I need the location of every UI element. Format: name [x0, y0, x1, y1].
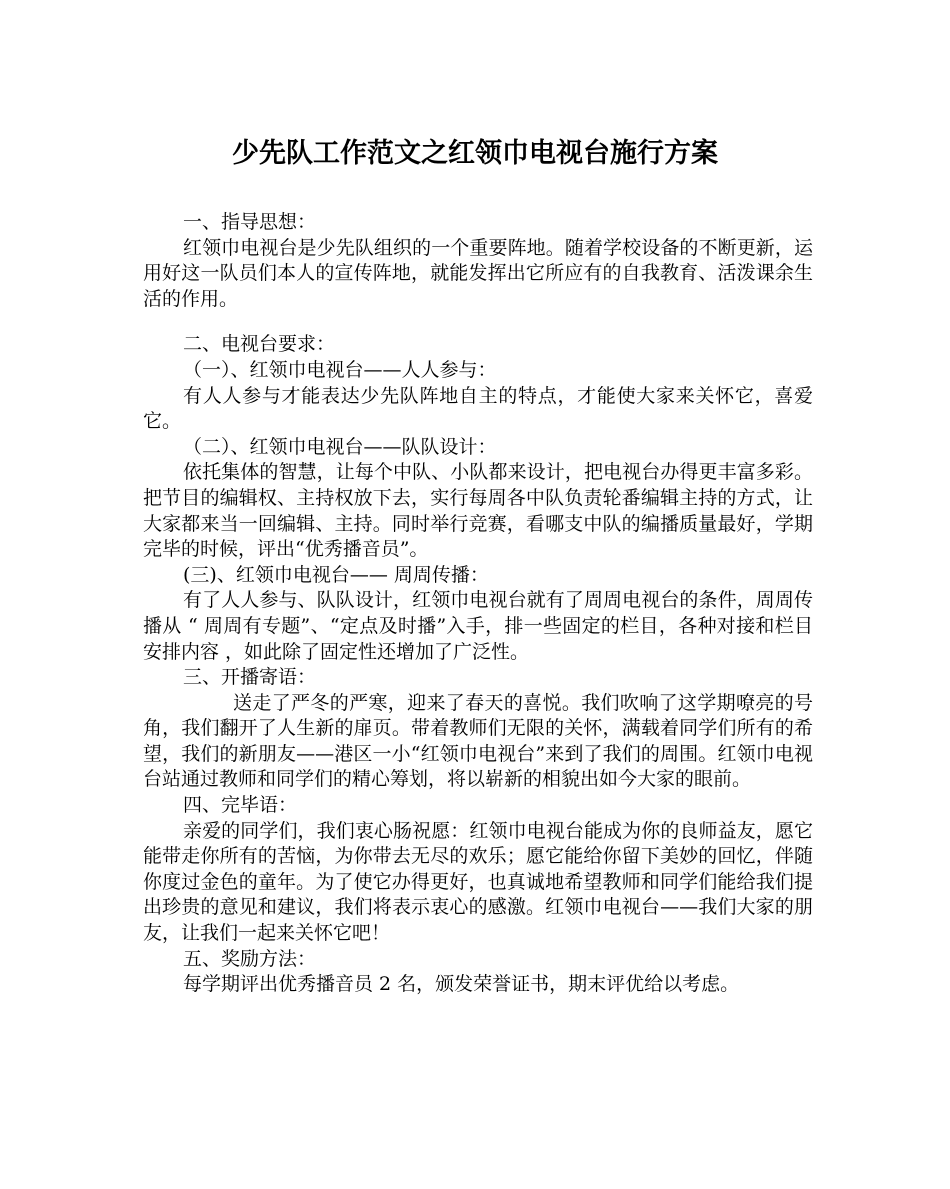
section-2a-paragraph: 有人人参与才能表达少先队阵地自主的特点，才能使大家来关怀它，喜爱它。	[143, 384, 813, 433]
section-2-heading: 二、电视台要求：	[183, 333, 336, 356]
spacer	[143, 312, 813, 332]
section-5-paragraph: 每学期评出优秀播音员 2 名，颁发荣誉证书，期末评优给以考虑。	[183, 973, 740, 996]
section-2a-heading: （一）、红领巾电视台——人人参与：	[183, 358, 497, 381]
section-4-paragraph: 亲爱的同学们，我们衷心肠祝愿：红领巾电视台能成为你的良师益友，愿它能带走你所有的苦恼，为你带去无尽的欢乐；愿它能给你留下美妙的回忆，伴随你度过金色的童年。为了使它办得更好，也真诚地希望教师和同学们能给我们提出珍贵的意见和建议，我们将表示衷心的感激。红领巾电视台——我们大家的朋友，让我们一起来关怀它吧！	[143, 819, 813, 945]
section-2c-heading: (三)、红领巾电视台—— 周周传播：	[183, 563, 489, 586]
section-4-heading: 四、完毕语：	[183, 794, 298, 817]
section-2b-paragraph: 依托集体的智慧，让每个中队、小队都来设计，把电视台办得更丰富多彩。把节目的编辑权、主持权放下去，实行每周各中队负责轮番编辑主持的方式，让大家都来当一回编辑、主持。同时举行竞赛，看哪支中队的编播质量最好，学期完毕的时候，评出“优秀播音员”。	[143, 461, 813, 561]
section-3-heading: 三、开播寄语：	[183, 666, 317, 689]
section-1-paragraph: 红领巾电视台是少先队组织的一个重要阵地。随着学校设备的不断更新，运用好这一队员们本人的宣传阵地，就能发挥出它所应有的自我教育、活泼课余生活的作用。	[143, 236, 813, 310]
section-1-heading: 一、指导思想：	[183, 211, 317, 233]
document-body	[143, 210, 813, 998]
section-2b-heading: （二）、红领巾电视台——队队设计：	[183, 435, 497, 458]
section-5-heading: 五、奖励方法：	[183, 947, 317, 970]
section-3-paragraph: 送走了严冬的严寒，迎来了春天的喜悦。我们吹响了这学期嘹亮的号角，我们翻开了人生新的扉页。带着教师们无限的关怀，满载着同学们所有的希望，我们的新朋友——港区一小“红领巾电视台”来到了我们的周围。红领巾电视台站通过教师和同学们的精心筹划，将以崭新的相貌出如今大家的眼前。	[143, 691, 813, 791]
document-title: 少先队工作范文之红领巾电视台施行方案	[232, 138, 718, 169]
section-2c-paragraph: 有了人人参与、队队设计，红领巾电视台就有了周周电视台的条件，周周传播从 “ 周周有专题”、“定点及时播”入手，排一些固定的栏目，各种对接和栏目安排内容 ，如此除了固定性还增加了广泛性。	[143, 589, 813, 663]
